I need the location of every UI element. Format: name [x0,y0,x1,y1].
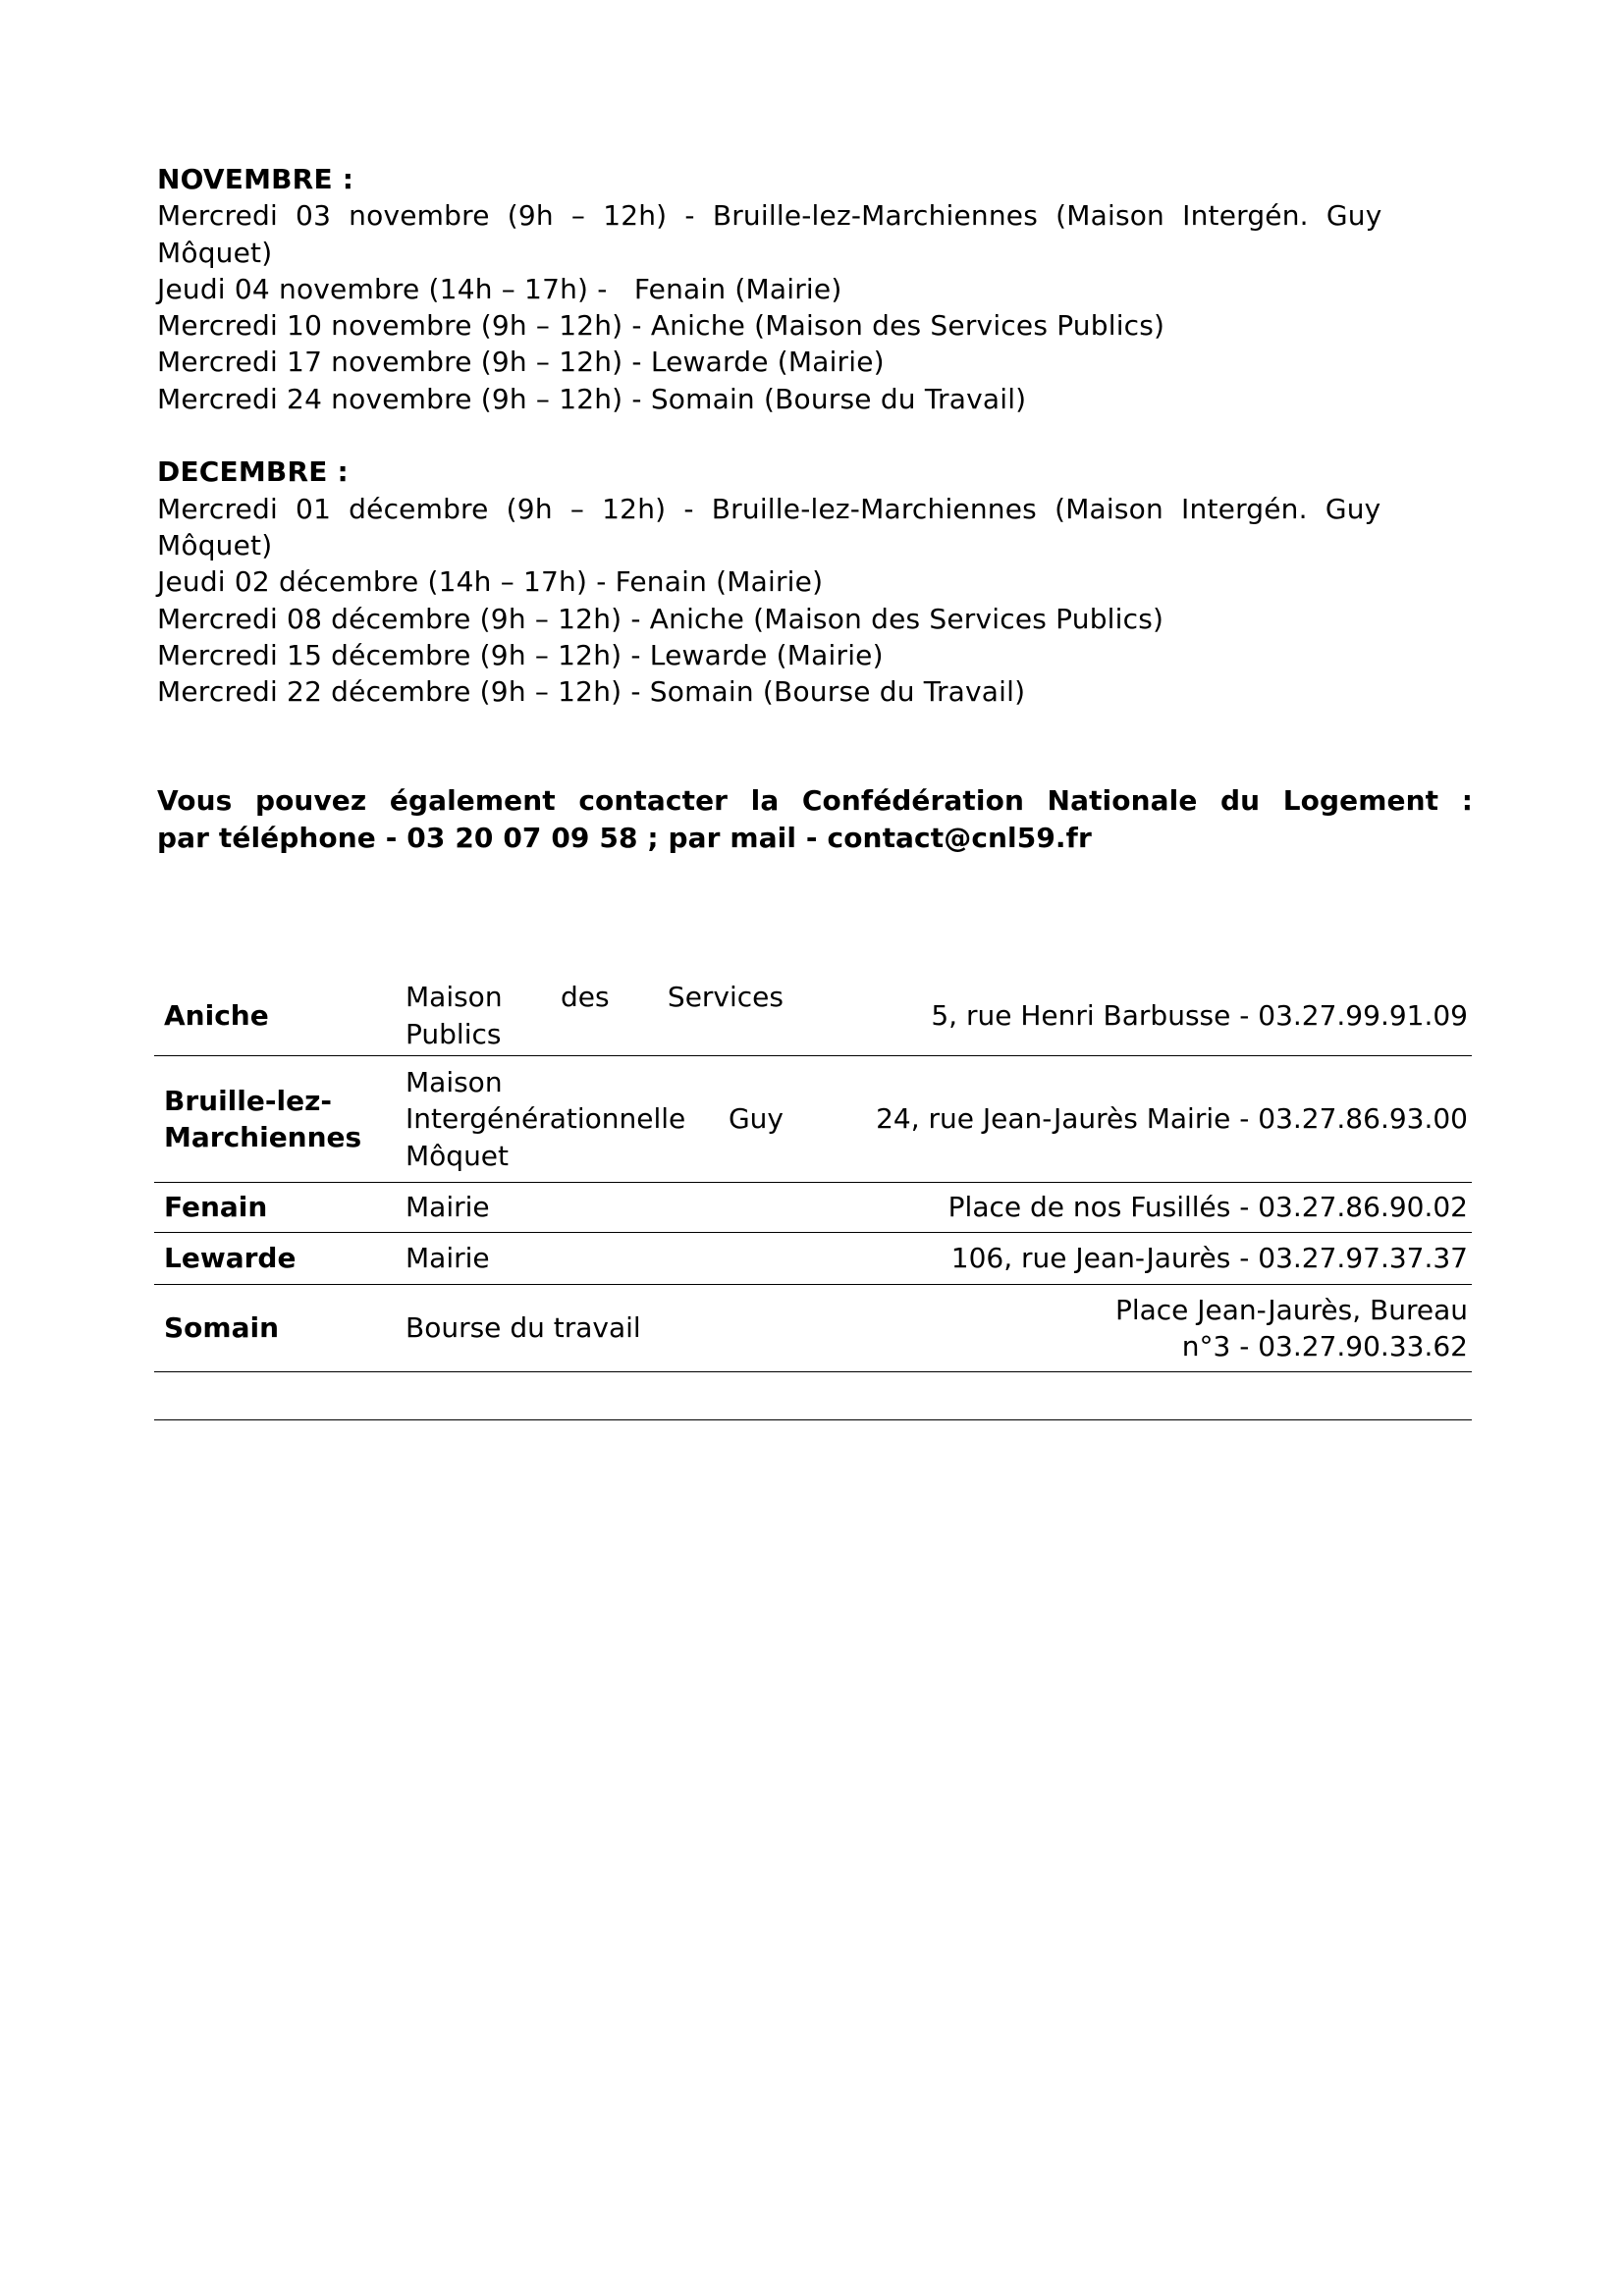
schedule-entry: Mercredi 01 décembre (9h – 12h) - Bruille-lez-Marchiennes (Maison Intergén. Guy [157,492,1381,525]
town-cell: Aniche [164,998,269,1032]
empty-cell [154,1372,406,1420]
schedule-entry: Mercredi 15 décembre (9h – 12h) - Lewarde (Mairie) [157,638,884,671]
place-cell: Mairie [406,1191,490,1224]
town-cell: Fenain [164,1191,268,1224]
address-cell: 24, rue Jean-Jaurès Mairie - 03.27.86.93.00 [876,1102,1468,1136]
empty-cell [406,1372,797,1420]
schedule-entry: Mercredi 22 décembre (9h – 12h) - Somain (Bourse du Travail) [157,675,1026,709]
table-row [154,1183,1472,1233]
address-cell: 106, rue Jean-Jaurès - 03.27.97.37.37 [950,1242,1468,1275]
address-cell: Place de nos Fusillés - 03.27.86.90.02 [947,1191,1468,1224]
table-row-empty [154,1372,1472,1420]
contact-details: par téléphone - 03 20 07 09 58 ; par mail - contact@cnl59.fr [157,821,1092,854]
town-cell: Somain [164,1311,280,1345]
contact-intro: Vous pouvez également contacter la Confédération Nationale du Logement : [157,784,1473,818]
december-schedule [157,454,1473,710]
place-cell: Maison Intergénérationnelle Guy Môquet [406,1066,784,1172]
schedule-entry: Jeudi 02 décembre (14h – 17h) - Fenain (Mairie) [157,565,824,599]
schedule-entry: Jeudi 04 novembre (14h – 17h) - Fenain (Mairie) [157,272,842,305]
town-cell: Bruille-lez-Marchiennes [164,1084,362,1153]
address-cell: Place Jean-Jaurès, Bureau n°3 - 03.27.90.33.62 [1114,1293,1468,1362]
schedule-entry: Mercredi 03 novembre (9h – 12h) - Bruille-lez-Marchiennes (Maison Intergén. Guy [157,199,1382,233]
table-row [154,1285,1472,1372]
november-schedule [157,161,1473,417]
schedule-entry: Mercredi 17 novembre (9h – 12h) - Lewarde (Mairie) [157,346,885,379]
locations-table [154,976,1472,1420]
table-row [154,1056,1472,1183]
address-cell: 5, rue Henri Barbusse - 03.27.99.91.09 [931,998,1468,1032]
schedule-entry: Mercredi 24 novembre (9h – 12h) - Somain (Bourse du Travail) [157,382,1027,415]
schedule-entry: Mercredi 08 décembre (9h – 12h) - Aniche (Maison des Services Publics) [157,602,1164,635]
place-cell: Mairie [406,1242,490,1275]
place-cell: Maison des Services Publics [406,981,784,1050]
section-heading-november: NOVEMBRE : [157,163,354,195]
schedule-entry-continuation: Môquet) [157,236,273,269]
empty-cell [797,1372,1472,1420]
place-cell: Bourse du travail [406,1311,641,1345]
spacer [157,710,1473,782]
section-heading-december: DECEMBRE : [157,455,349,489]
town-cell: Lewarde [164,1242,297,1275]
contact-paragraph [157,782,1473,856]
document-page [157,161,1473,856]
schedule-entry-continuation: Môquet) [157,528,273,561]
spacer [157,417,1473,454]
schedule-entry: Mercredi 10 novembre (9h – 12h) - Aniche (Maison des Services Publics) [157,309,1165,343]
table-row [154,1233,1472,1285]
table-row [154,976,1472,1056]
